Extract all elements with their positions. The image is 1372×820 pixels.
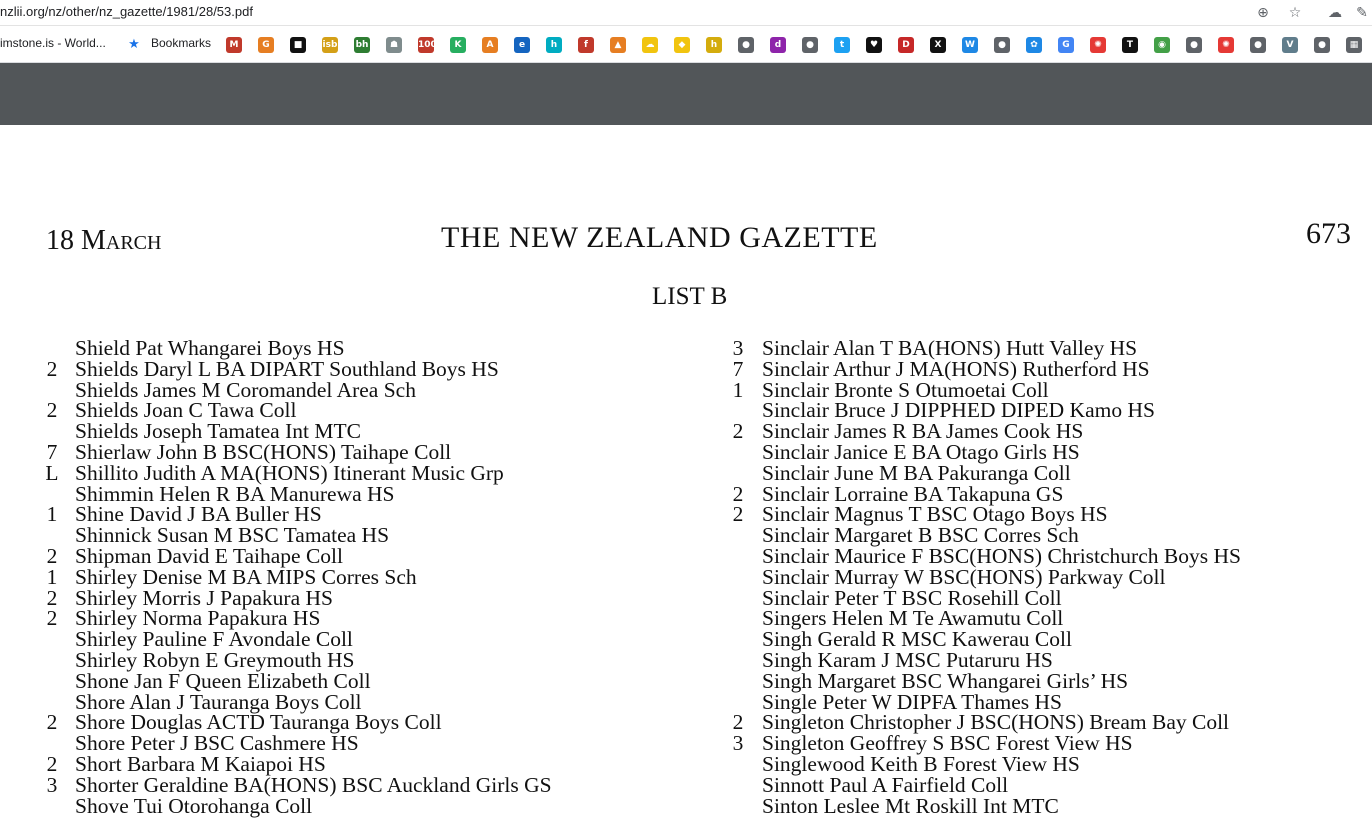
bookmark-icon-flag[interactable]: f [578,37,594,53]
entry-text: Shirley Pauline F Avondale Coll [75,627,353,652]
bookmark-icon-huawei-1[interactable]: ✺ [1090,37,1106,53]
page-date: 18 March [46,225,162,256]
entry-text: Shipman David E Taihape Coll [75,544,344,568]
entry-text: Sinclair June M BA Pakuranga Coll [762,460,1071,485]
bookmarks-star-icon: ★ [128,37,140,52]
bookmark-icon-wordpress[interactable]: W [962,37,978,53]
bookmark-icon-globe-6[interactable]: ● [1314,37,1330,53]
entry-code: 3 [732,336,744,360]
entry-text: Singleton Geoffrey S BSC Forest View HS [762,731,1133,756]
entry-text: Shinnick Susan M BSC Tamatea HS [75,523,390,548]
bookmark-icon-pocket[interactable]: ♥ [866,37,882,53]
entry-text: Singh Gerald R MSC Kawerau Coll [762,627,1072,652]
bookmark-icon-globe-1[interactable]: ● [738,37,754,53]
bookmark-icon-wiki[interactable]: A [482,37,498,53]
entry-text: Singlewood Keith B Forest View HS [762,752,1080,776]
entry-code: 2 [46,752,58,776]
bookmark-icon-h-cyan[interactable]: h [546,37,562,53]
entry-text: Sinclair Alan T BA(HONS) Hutt Valley HS [762,336,1138,360]
bookmark-icon-twitter[interactable]: t [834,37,850,53]
bookmark-icon-colorful[interactable]: ◉ [1154,37,1170,53]
bookmark-icon-k[interactable]: K [450,37,466,53]
bookmark-icon-grid[interactable]: ▦ [1346,37,1362,53]
entry-code: 2 [46,356,58,381]
bookmark-icon-weather[interactable]: ☁ [642,37,658,53]
entry-text: Shirley Denise M BA MIPS Corres Sch [75,564,417,589]
entry-code: 1 [732,377,744,402]
entry-text: Shine David J BA Buller HS [75,502,322,527]
url-text[interactable]: nzlii.org/nz/other/nz_gazette/1981/28/53.pdf [0,4,253,19]
entry-text: Shirley Morris J Papakura HS [75,585,333,610]
entry-text: Singh Karam J MSC Putaruru HS [762,648,1053,672]
entry-text: Shillito Judith A MA(HONS) Itinerant Music Grp [75,460,504,485]
entry-code: 2 [46,710,58,735]
entry-text: Sinclair Bronte S Otumoetai Coll [762,377,1049,402]
entry-text: Sinclair Bruce J DIPPHED DIPED Kamo HS [762,398,1155,423]
entry-text: Shimmin Helen R BA Manurewa HS [75,481,395,506]
entry-code: 2 [732,502,744,527]
entry-code: 2 [732,710,744,735]
bookmark-world[interactable]: imstone.is - World... [0,36,106,50]
entry-code: 3 [46,772,58,797]
page-number: 673 [1306,217,1351,250]
entry-code: 2 [46,606,58,631]
entry-text: Sinclair James R BA James Cook HS [762,419,1084,444]
bookmark-icon-m[interactable]: M [226,37,242,53]
bookmark-icon-nyt[interactable]: T [1122,37,1138,53]
bookmarks-bar [0,26,1372,63]
entry-code: 1 [46,502,58,527]
bookmark-icon-100[interactable]: 100 [418,37,434,53]
entry-text: Sinnott Paul A Fairfield Coll [762,772,1009,797]
bookmark-icon-x-dark[interactable]: X [930,37,946,53]
entry-text: Sinclair Magnus T BSC Otago Boys HS [762,502,1108,527]
entry-text: Shierlaw John B BSC(HONS) Taihape Coll [75,440,452,464]
entry-text: Sinclair Maurice F BSC(HONS) Christchurch Boys HS [762,544,1241,568]
bookmark-icon-d-red[interactable]: D [898,37,914,53]
bookmark-icon-globe-2[interactable]: ● [802,37,818,53]
bookmarks-folder[interactable]: Bookmarks [151,36,212,50]
pdf-viewer-toolbar [0,63,1372,125]
entry-text: Singh Margaret BSC Whangarei Girls’ HS [762,668,1129,693]
entry-text: Shove Tui Otorohanga Coll [75,793,313,818]
pdf-page [0,125,1372,820]
bookmark-icon-huawei-2[interactable]: ✺ [1218,37,1234,53]
entry-text: Shore Peter J BSC Cashmere HS [75,731,359,756]
bookmark-icon-h-yellow[interactable]: h [706,37,722,53]
bookmark-icon-dark[interactable]: ■ [290,37,306,53]
extension-icon[interactable]: ☁ [1328,5,1342,21]
entry-text: Shirley Robyn E Greymouth HS [75,648,355,672]
entry-text: Shields James M Coromandel Area Sch [75,377,416,402]
entry-text: Short Barbara M Kaiapoi HS [75,752,326,776]
bookmark-icon-d-purple[interactable]: d [770,37,786,53]
zoom-icon[interactable]: ⊕ [1257,5,1269,21]
entry-text: Shorter Geraldine BA(HONS) BSC Auckland Girls GS [75,772,552,797]
entry-text: Sinclair Lorraine BA Takapuna GS [762,481,1064,506]
entry-text: Shirley Norma Papakura HS [75,606,321,631]
bookmark-icon-globe-3[interactable]: ● [994,37,1010,53]
entry-text: Shields Daryl L BA DIPART Southland Boys HS [75,356,499,381]
entry-code: 2 [46,544,58,568]
bookmark-icon-v[interactable]: V [1282,37,1298,53]
entry-code: 2 [46,398,58,423]
entry-code: L [45,460,59,485]
bookmark-icon-connect[interactable]: ✿ [1026,37,1042,53]
entry-text: Shore Douglas ACTD Tauranga Boys Coll [75,710,442,735]
entry-text: Singers Helen M Te Awamutu Coll [762,606,1064,631]
bookmark-icon-globe-5[interactable]: ● [1250,37,1266,53]
entry-code: 3 [732,731,744,756]
entry-text: Sinclair Janice E BA Otago Girls HS [762,440,1080,464]
bookmark-icon-isb[interactable]: isb [322,37,338,53]
entry-code: 2 [46,585,58,610]
entry-code: 7 [46,440,58,464]
entry-text: Single Peter W DIPFA Thames HS [762,689,1063,714]
entry-code: 7 [732,356,744,381]
entry-text: Sinton Leslee Mt Roskill Int MTC [762,793,1059,818]
page-title: THE NEW ZEALAND GAZETTE [441,221,878,254]
entry-text: Singleton Christopher J BSC(HONS) Bream Bay Coll [762,710,1230,735]
bookmark-icon-bhub[interactable]: bh [354,37,370,53]
entry-text: Sinclair Peter T BSC Rosehill Coll [762,585,1062,610]
entry-code: 2 [732,481,744,506]
entry-text: Sinclair Arthur J MA(HONS) Rutherford HS [762,356,1150,381]
bookmark-icon-pma[interactable]: ▲ [610,37,626,53]
bookmark-icon-crest[interactable]: ☗ [386,37,402,53]
entry-text: Shone Jan F Queen Elizabeth Coll [75,668,371,693]
entry-text: Shields Joan C Tawa Coll [75,398,297,423]
star-icon[interactable]: ☆ [1288,5,1302,21]
bookmark-icon-diamond[interactable]: ◆ [674,37,690,53]
bookmark-icon-google[interactable]: G [1058,37,1074,53]
entry-code: 2 [732,419,744,444]
entry-text: Shore Alan J Tauranga Boys Coll [75,689,362,714]
entry-text: Shield Pat Whangarei Boys HS [75,336,345,360]
bookmark-icon-globe-4[interactable]: ● [1186,37,1202,53]
address-bar[interactable] [0,0,1372,26]
entry-code: 1 [46,564,58,589]
entry-text: Shields Joseph Tamatea Int MTC [75,419,361,444]
list-heading: LIST B [652,283,728,310]
entry-text: Sinclair Murray W BSC(HONS) Parkway Coll [762,564,1166,589]
bookmark-icon-edge[interactable]: e [514,37,530,53]
pen-icon[interactable]: ✎ [1356,5,1368,21]
entry-text: Sinclair Margaret B BSC Corres Sch [762,523,1079,548]
bookmark-icon-g-circle[interactable]: G [258,37,274,53]
